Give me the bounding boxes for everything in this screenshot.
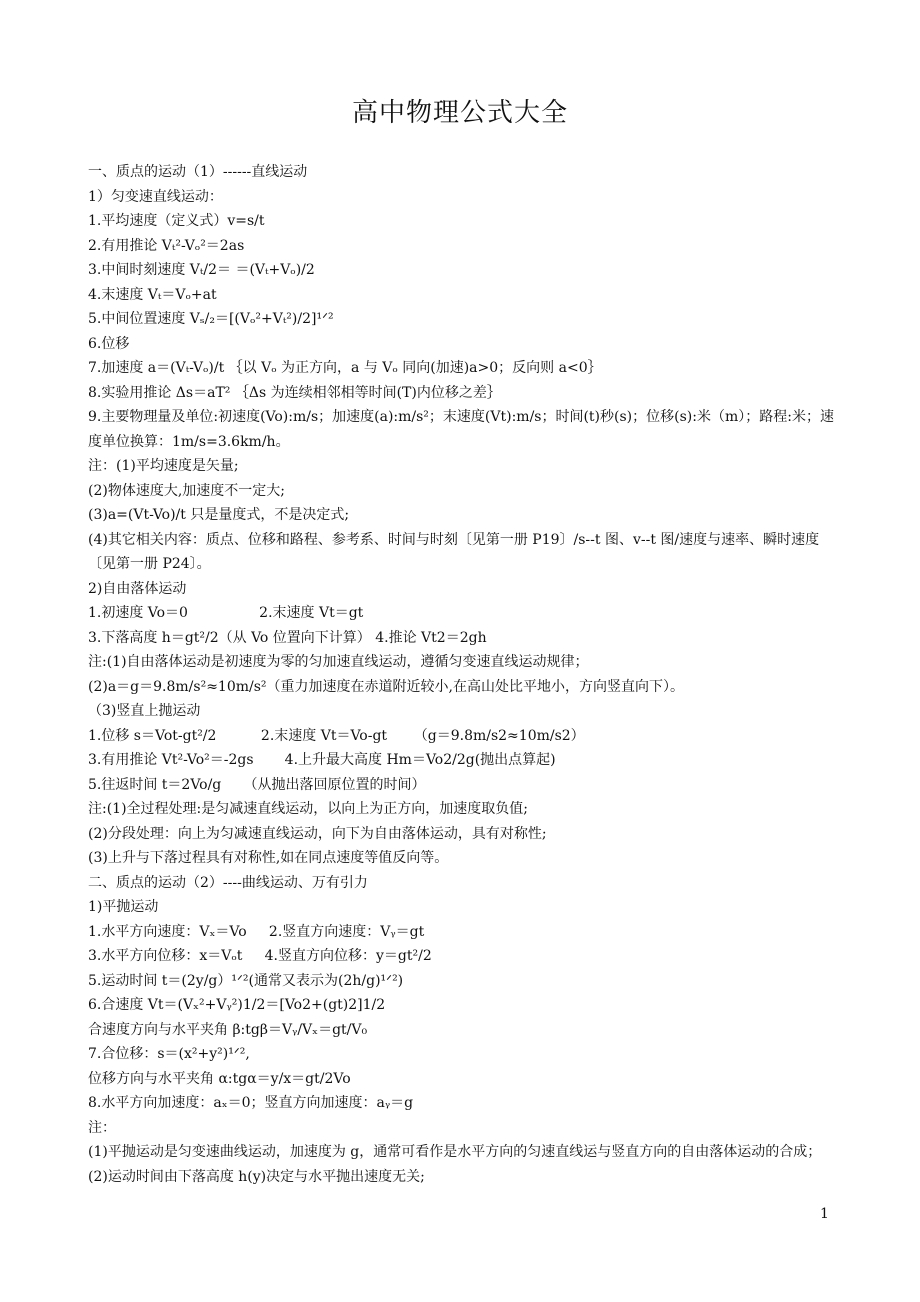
text-paragraph: (1)平抛运动是匀变速曲线运动，加速度为 g，通常可看作是水平方向的匀速直线运与竖直方向的自由落体运动的合成； [88, 1144, 822, 1160]
text-line: (3)a=(Vt-Vo)/t 只是量度式，不是决定式; [88, 507, 350, 523]
text-line: (3)上升与下落过程具有对称性,如在同点速度等值反向等。 [88, 850, 449, 866]
text-line: 3.下落高度 h＝gt²/2（从 Vo 位置向下计算） 4.推论 Vt2＝2gh [88, 629, 487, 646]
text-line: (2)运动时间由下落高度 h(y)决定与水平抛出速度无关; [88, 1168, 425, 1185]
text-line: 3.有用推论 Vt²-Vo²＝-2gs 4.上升最大高度 Hm＝Vo2/2g(抛出点算起) [88, 752, 556, 768]
text-line: 一、质点的运动（1）------直线运动 [88, 164, 308, 180]
text-line: 5.往返时间 t＝2Vo/g （从抛出落回原位置的时间） [88, 776, 426, 793]
text-line: 1.位移 s＝Vot-gt²/2 2.末速度 Vt＝Vo-gt （g＝9.8m/s2≈10m/s2） [88, 727, 585, 744]
document-body [88, 160, 836, 1189]
text-paragraph: (4)其它相关内容：质点、位移和路程、参考系、时间与时刻〔见第一册 P19〕/s--t 图、v--t 图/速度与速率、瞬时速度〔见第一册 P24〕。 [88, 531, 820, 572]
text-line: 合速度方向与水平夹角 β:tgβ＝Vᵧ/Vₓ＝gt/V₀ [88, 1021, 368, 1038]
text-line: 8.水平方向加速度：aₓ＝0；竖直方向加速度：aᵧ＝g [88, 1095, 414, 1111]
text-line: 注:(1)全过程处理:是匀减速直线运动，以向上为正方向，加速度取负值; [88, 801, 528, 817]
text-line: 6.位移 [88, 335, 130, 352]
text-line: 3.中间时刻速度 Vₜ/2＝ ＝(Vₜ+Vₒ)/2 [88, 262, 315, 278]
text-line: 1.平均速度（定义式）v=s/t [88, 213, 265, 229]
section-heading: 二、质点的运动（2）----曲线运动、万有引力 [88, 874, 368, 891]
section-heading: 2)自由落体运动 [88, 580, 187, 597]
text-line: 5.中间位置速度 Vₛ/₂＝[(Vₒ²+Vₜ²)/2]¹ᐟ² [88, 311, 334, 327]
text-line: 注：(1)平均速度是矢量; [88, 458, 239, 474]
text-line: 7.合位移：s＝(x²+y²)¹ᐟ², [88, 1046, 250, 1062]
text-line: 5.运动时间 t＝(2y/g）¹ᐟ²(通常又表示为(2h/g)¹ᐟ²) [88, 972, 404, 989]
text-line: 1.水平方向速度：Vₓ＝Vo 2.竖直方向速度：Vᵧ＝gt [88, 923, 425, 940]
text-line: 7.加速度 a＝(Vₜ-Vₒ)/t ｛以 Vₒ 为正方向，a 与 Vₒ 同向(加速)a>0；反向则 a<0｝ [88, 360, 602, 376]
text-line: 2.有用推论 Vₜ²-Vₒ²＝2as [88, 237, 245, 254]
text-line: 6.合速度 Vt＝(Vₓ²+Vᵧ²)1/2＝[Vo2+(gt)2]1/2 [88, 997, 386, 1013]
text-line: 4.末速度 Vₜ＝Vₒ+at [88, 286, 217, 303]
document-title: 高中物理公式大全 [351, 98, 568, 128]
text-line: (2)物体速度大,加速度不一定大; [88, 482, 285, 499]
page-number: 1 [820, 1206, 829, 1222]
section-heading: 1)平抛运动 [88, 899, 159, 915]
text-line: 3.水平方向位移：x＝Vₒt 4.竖直方向位移：y＝gt²/2 [88, 948, 432, 964]
text-line: 8.实验用推论 Δs＝aT² ｛Δs 为连续相邻相等时间(T)内位移之差｝ [88, 384, 501, 401]
section-heading: （3)竖直上抛运动 [88, 703, 201, 719]
text-line: 位移方向与水平夹角 α:tgα＝y/x＝gt/2Vo [88, 1070, 351, 1087]
text-line: 注： [88, 1119, 116, 1136]
text-line: (2)a＝g＝9.8m/s²≈10m/s²（重力加速度在赤道附近较小,在高山处比平地小，方向竖直向下）。 [88, 678, 684, 695]
text-line: (2)分段处理：向上为匀减速直线运动，向下为自由落体运动，具有对称性; [88, 825, 547, 842]
text-paragraph: 9.主要物理量及单位:初速度(Vo):m/s；加速度(a):m/s²；末速度(Vt):m/s；时间(t)秒(s)；位移(s):米（m）；路程:米；速度单位换算：1m/s=3.6km/h。 [88, 409, 834, 450]
text-line: 1.初速度 Vo＝0 2.末速度 Vt＝gt [88, 605, 364, 621]
text-line: 1）匀变速直线运动： [88, 188, 223, 205]
text-line: 注:(1)自由落体运动是初速度为零的匀加速直线运动，遵循匀变速直线运动规律； [88, 654, 589, 670]
